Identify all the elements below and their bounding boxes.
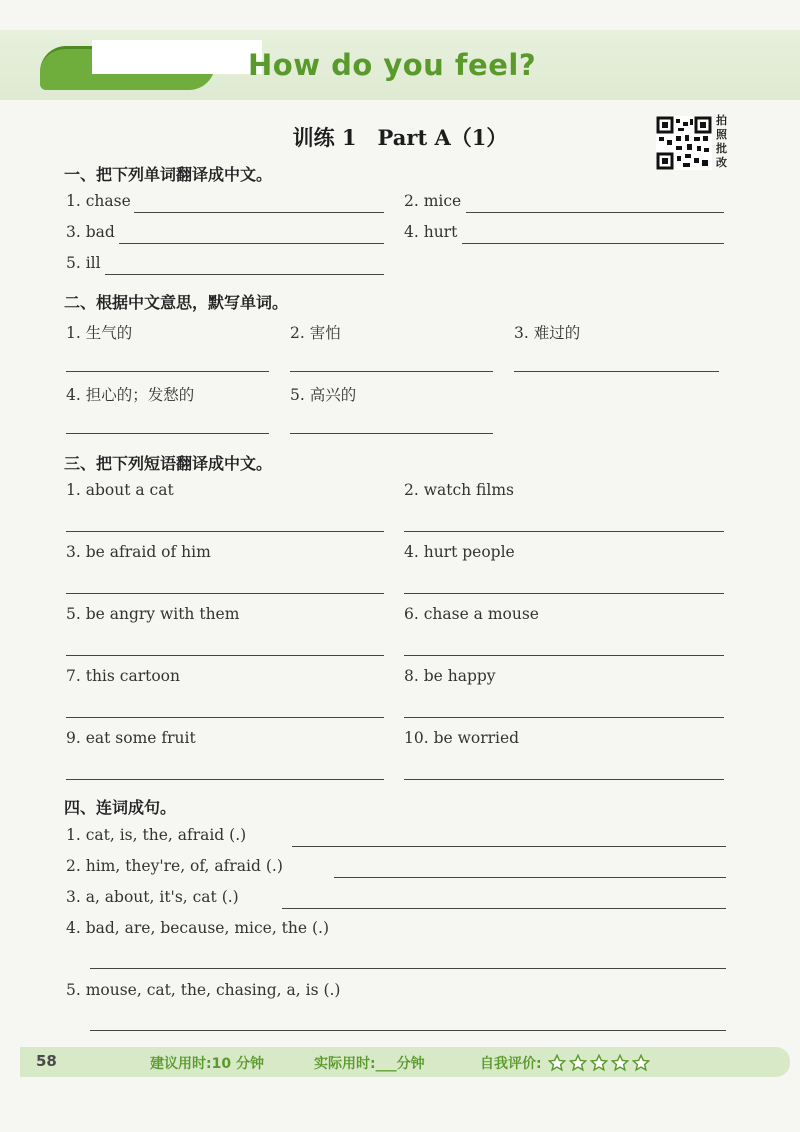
section-4-title: 四、连词成句。 — [64, 798, 177, 817]
suggested-time: 建议用时:10 分钟 — [150, 1056, 264, 1072]
s4-item-3: 3. a, about, it's, cat (.) — [66, 888, 239, 906]
s4-answer-line-1[interactable] — [292, 846, 726, 847]
s3-answer-line-8[interactable] — [404, 717, 724, 718]
lesson-title: 训练 1 Part A（1） — [292, 125, 508, 150]
s3-item-10: 10. be worried — [404, 729, 520, 747]
s4-answer-line-4[interactable] — [90, 968, 726, 969]
s2-item-2: 2. 害怕 — [290, 324, 341, 342]
s3-answer-line-5[interactable] — [66, 655, 384, 656]
actual-time: 实际用时:___分钟 — [314, 1056, 425, 1072]
unit-title: How do you feel? — [248, 48, 537, 82]
redacted-area — [92, 40, 262, 74]
s1-answer-line-1[interactable] — [134, 212, 384, 213]
s3-item-7: 7. this cartoon — [66, 667, 180, 685]
s3-item-2: 2. watch films — [404, 481, 514, 499]
self-evaluation-stars — [548, 1054, 650, 1072]
s3-answer-line-4[interactable] — [404, 593, 724, 594]
section-3-title: 三、把下列短语翻译成中文。 — [64, 454, 273, 473]
s1-item-3: 3. bad — [66, 223, 115, 241]
s2-item-5: 5. 高兴的 — [290, 386, 357, 404]
s2-item-4: 4. 担心的；发愁的 — [66, 386, 195, 404]
s2-answer-line-5[interactable] — [290, 433, 493, 434]
s1-answer-line-3[interactable] — [119, 243, 384, 244]
s4-item-1: 1. cat, is, the, afraid (.) — [66, 826, 247, 844]
star-icon[interactable] — [548, 1054, 566, 1072]
s1-answer-line-5[interactable] — [105, 274, 384, 275]
s3-answer-line-1[interactable] — [66, 531, 384, 532]
s3-answer-line-7[interactable] — [66, 717, 384, 718]
s1-answer-line-4[interactable] — [462, 243, 724, 244]
s4-item-4: 4. bad, are, because, mice, the (.) — [66, 919, 330, 937]
star-icon[interactable] — [611, 1054, 629, 1072]
s2-item-3: 3. 难过的 — [514, 324, 581, 342]
s3-answer-line-6[interactable] — [404, 655, 724, 656]
s1-answer-line-2[interactable] — [466, 212, 724, 213]
s2-answer-line-1[interactable] — [66, 371, 269, 372]
star-icon[interactable] — [569, 1054, 587, 1072]
s3-answer-line-2[interactable] — [404, 531, 724, 532]
s3-item-6: 6. chase a mouse — [404, 605, 539, 623]
s4-item-5: 5. mouse, cat, the, chasing, a, is (.) — [66, 981, 341, 999]
s3-item-1: 1. about a cat — [66, 481, 174, 499]
s3-answer-line-9[interactable] — [66, 779, 384, 780]
star-icon[interactable] — [632, 1054, 650, 1072]
qr-label: 拍照批改 — [716, 114, 727, 169]
s3-item-9: 9. eat some fruit — [66, 729, 196, 747]
star-icon[interactable] — [590, 1054, 608, 1072]
s2-item-1: 1. 生气的 — [66, 324, 133, 342]
s4-item-2: 2. him, they're, of, afraid (.) — [66, 857, 283, 875]
self-evaluation-label: 自我评价: — [480, 1056, 542, 1072]
s3-item-4: 4. hurt people — [404, 543, 515, 561]
s3-item-3: 3. be afraid of him — [66, 543, 211, 561]
s3-answer-line-3[interactable] — [66, 593, 384, 594]
s2-answer-line-3[interactable] — [514, 371, 719, 372]
page-number: 58 — [36, 1052, 57, 1070]
s1-item-2: 2. mice — [404, 192, 462, 210]
s4-answer-line-2[interactable] — [334, 877, 726, 878]
s3-answer-line-10[interactable] — [404, 779, 724, 780]
s4-answer-line-5[interactable] — [90, 1030, 726, 1031]
s1-item-4: 4. hurt — [404, 223, 458, 241]
section-2-title: 二、根据中文意思，默写单词。 — [64, 293, 289, 312]
s3-item-8: 8. be happy — [404, 667, 496, 685]
s3-item-5: 5. be angry with them — [66, 605, 240, 623]
s2-answer-line-2[interactable] — [290, 371, 493, 372]
qr-code-icon[interactable] — [656, 116, 712, 170]
s1-item-5: 5. ill — [66, 254, 101, 272]
section-1-title: 一、把下列单词翻译成中文。 — [64, 165, 273, 184]
s2-answer-line-4[interactable] — [66, 433, 269, 434]
s4-answer-line-3[interactable] — [282, 908, 726, 909]
s1-item-1: 1. chase — [66, 192, 131, 210]
